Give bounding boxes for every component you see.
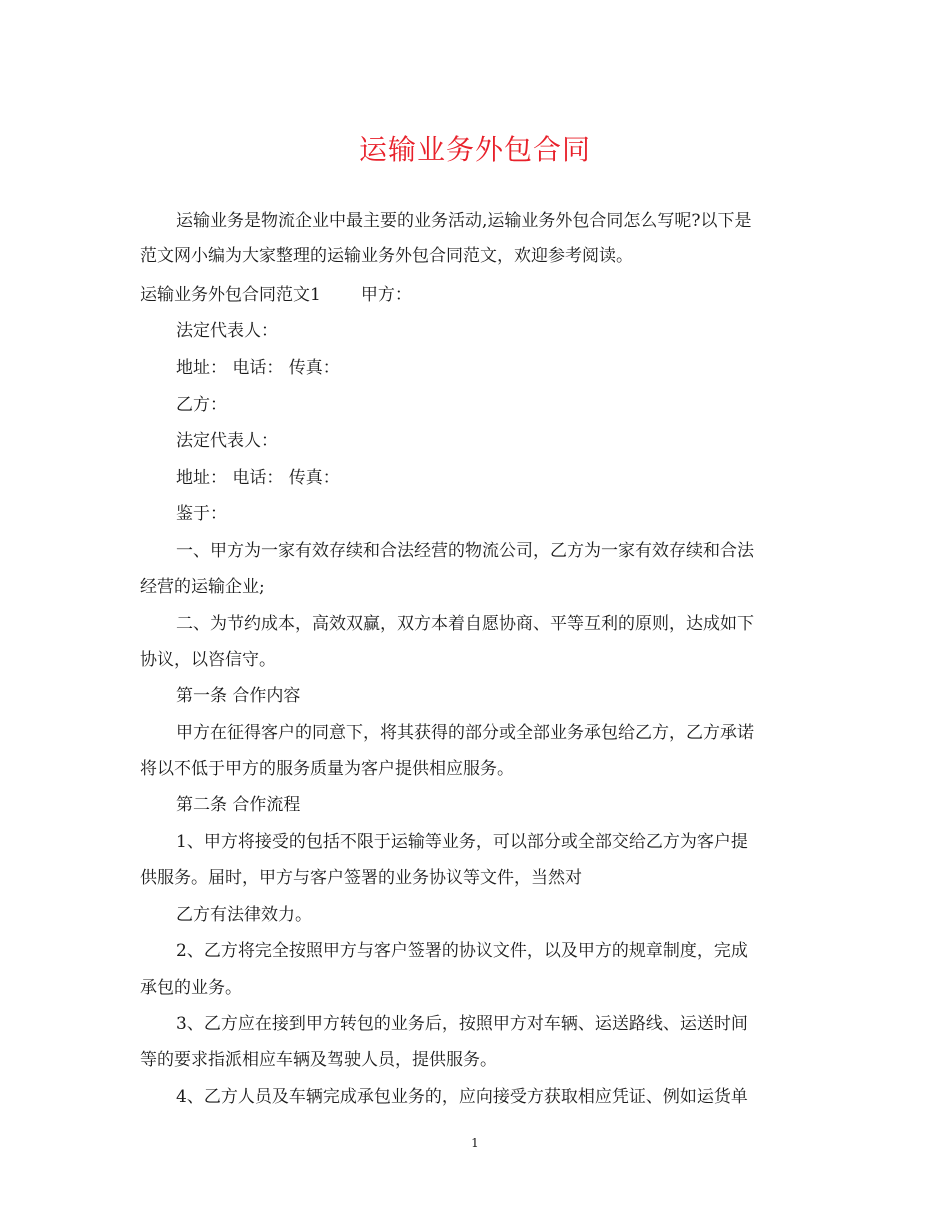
document-title: 运输业务外包合同 bbox=[358, 133, 591, 166]
body-line-20: 乙方有法律效力。 bbox=[176, 905, 312, 925]
body-line-7: 法定代表人： bbox=[176, 431, 278, 451]
page-number: 1 bbox=[471, 1136, 479, 1150]
body-line-6: 乙方： bbox=[176, 395, 227, 415]
body-line-17: 第二条 合作流程 bbox=[176, 795, 301, 815]
body-line-18: 1、甲方将接受的包括不限于运输等业务，可以部分或全部交给乙方为客户提 bbox=[176, 832, 748, 852]
body-line-8: 地址： 电话： 传真： bbox=[176, 468, 340, 488]
party-a-label: 甲方： bbox=[360, 285, 412, 305]
body-line-5: 地址： 电话： 传真： bbox=[176, 358, 340, 378]
body-line-9: 鉴于： bbox=[176, 504, 227, 524]
body-line-22: 承包的业务。 bbox=[140, 978, 242, 998]
body-line-21: 2、乙方将完全按照甲方与客户签署的协议文件，以及甲方的规章制度，完成 bbox=[176, 941, 748, 961]
body-line-13: 协议，以咨信守。 bbox=[140, 650, 276, 670]
body-line-23: 3、乙方应在接到甲方转包的业务后，按照甲方对车辆、运送路线、运送时间 bbox=[176, 1014, 748, 1034]
body-line-2: 范文网小编为大家整理的运输业务外包合同范文，欢迎参考阅读。 bbox=[140, 246, 633, 266]
body-line-14: 第一条 合作内容 bbox=[176, 686, 301, 706]
sample-heading: 运输业务外包合同范文1 bbox=[140, 285, 321, 305]
body-line-19: 供服务。届时，甲方与客户签署的业务协议等文件，当然对 bbox=[140, 868, 582, 888]
body-line-15: 甲方在征得客户的同意下，将其获得的部分或全部业务承包给乙方，乙方承诺 bbox=[176, 723, 754, 743]
body-line-3 bbox=[140, 285, 412, 305]
body-line-25: 4、乙方人员及车辆完成承包业务的，应向接受方获取相应凭证、例如运货单 bbox=[176, 1087, 748, 1107]
body-line-24: 等的要求指派相应车辆及驾驶人员，提供服务。 bbox=[140, 1050, 497, 1070]
body-line-11: 经营的运输企业; bbox=[140, 577, 265, 597]
body-line-12: 二、为节约成本，高效双赢，双方本着自愿协商、平等互利的原则，达成如下 bbox=[176, 614, 754, 634]
body-line-16: 将以不低于甲方的服务质量为客户提供相应服务。 bbox=[140, 759, 514, 779]
body-line-10: 一、甲方为一家有效存续和合法经营的物流公司，乙方为一家有效存续和合法 bbox=[176, 541, 754, 561]
body-line-1: 运输业务是物流企业中最主要的业务活动,运输业务外包合同怎么写呢?以下是 bbox=[176, 211, 752, 231]
body-line-4: 法定代表人： bbox=[176, 321, 278, 341]
